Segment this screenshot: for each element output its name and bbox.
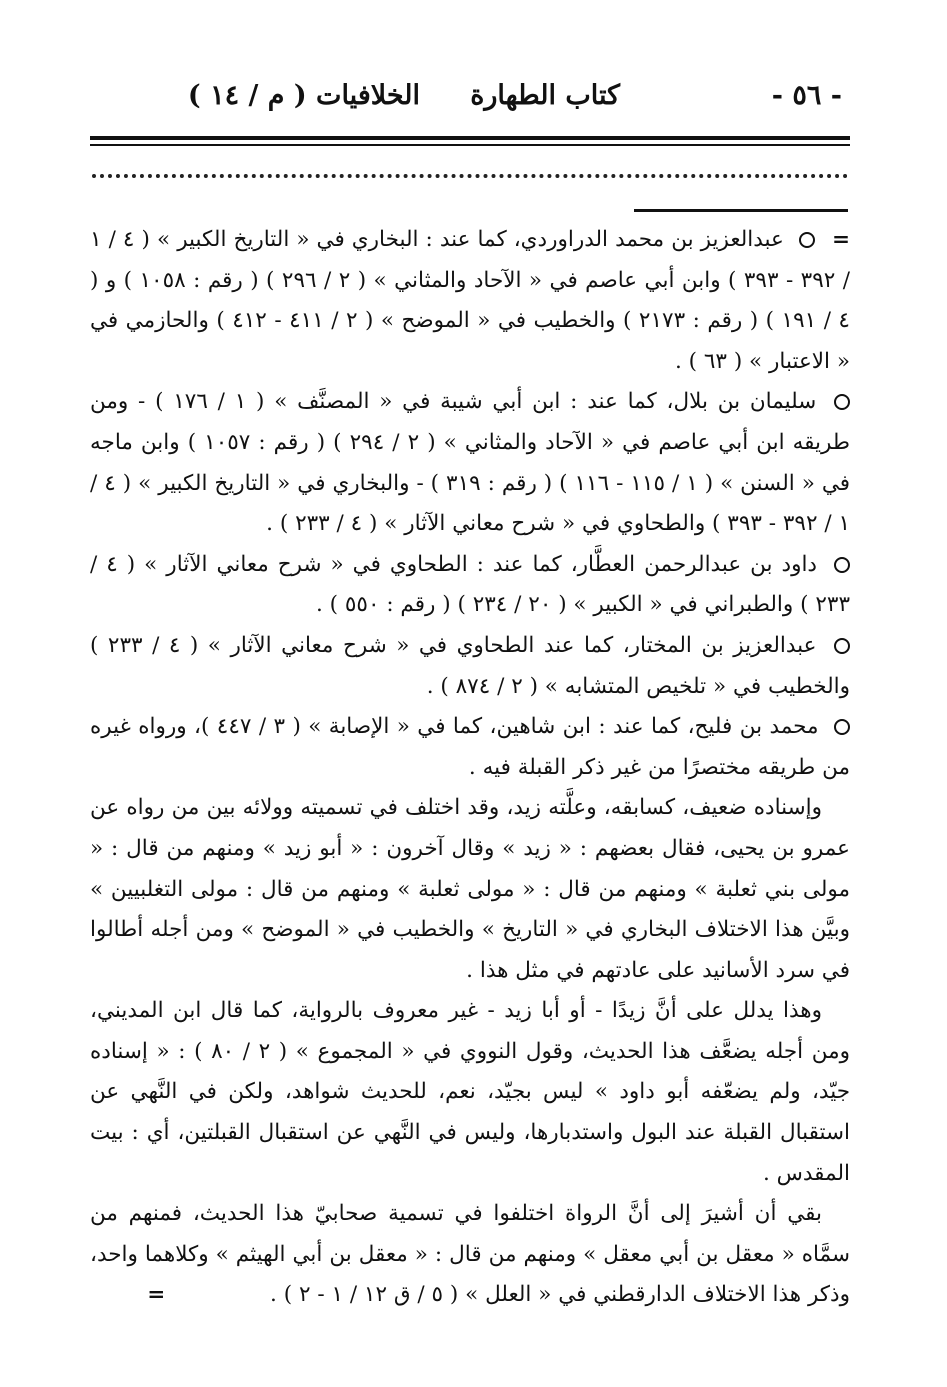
bullet-circle-icon	[799, 232, 815, 248]
footnote-item-text: محمد بن فليح، كما عند : ابن شاهين، كما في « الإصابة » ( ٣ / ٤٤٧ )، ورواه غيره من طريقه مختصرًا من غير ذكر القبلة فيه .	[90, 714, 850, 780]
footnote-paragraph: وهذا يدلل على أنَّ زيدًا - أو أبا زيد - غير معروف بالرواية، كما قال ابن المديني، ومن أجله يضعَّف هذا الحديث، وقول النووي في « المجموع » ( ٢ / ٨٠ ) : « إسناده جيّد، ولم يضعّفه أبو داود » ليس بجيّد، نعم، للحديث شواهد، ولكن في النَّهي عن استقبال القبلة عند البول واستدبارها، وليس في النَّهي عن استقبال القبلتين، أي : بيت المقدس .	[90, 998, 850, 1186]
footnote-body	[90, 220, 850, 1316]
footnote-paragraph-text: بقي أن أشيرَ إلى أنَّ الرواة اختلفوا في تسمية صحابيّ هذا الحديث، فمنهم من سمَّاه « معقل بن أبي معقل » ومنهم من قال : « معقل بن أبي الهيثم » وكلاهما واحد، وذكر هذا الاختلاف الدارقطني في « العلل » ( ٥ / ق ١٢ / ١ - ٢ ) .	[90, 1201, 850, 1308]
dotted-separator	[92, 174, 848, 178]
document-page	[90, 70, 850, 1330]
bullet-circle-icon	[834, 638, 850, 654]
bullet-circle-icon	[834, 557, 850, 573]
book-title: كتاب الطهارة	[470, 80, 620, 111]
footnote-item-text: عبدالعزيز بن المختار، كما عند الطحاوي في « شرح معاني الآثار » ( ٤ / ٢٣٣ ) والخطيب في « تلخيص المتشابه » ( ٢ / ٨٧٤ ) .	[90, 632, 850, 699]
end-continuation-mark: =	[147, 1282, 166, 1308]
page-header	[90, 70, 850, 130]
footnote-rule	[634, 209, 848, 212]
footnote-item	[90, 382, 850, 544]
footnote-item-text: سليمان بن بلال، كما عند : ابن أبي شيبة في « المصنَّف » ( ١ / ١٧٦ ) - ومن طريقه ابن أبي عاصم في « الآحاد والمثاني » ( ٢ / ٢٩٤ ) ( رقم : ١٠٥٧ ) وابن ماجه في « السنن » ( ١ / ١١٥ - ١١٦ ) ( رقم : ٣١٩ ) - والبخاري في « التاريخ الكبير » ( ٤ / ١ / ٣٩٢ - ٣٩٣ ) والطحاوي في « شرح معاني الآثار » ( ٤ / ٢٣٣ ) .	[90, 389, 851, 537]
section-title: الخلافيات ( م / ١٤ )	[187, 80, 420, 111]
continuation-mark: =	[831, 227, 850, 252]
bullet-circle-icon	[834, 719, 850, 735]
footnote-item	[90, 220, 850, 382]
footnote-paragraph: وإسناده ضعيف، كسابقه، وعلَّته زيد، وقد اختلف في تسميته وولائه بين من رواه عن عمرو بن يحيى، فقال بعضهم : « زيد » وقال آخرون : « أبو زيد » ومنهم من قال : « مولى بني ثعلبة » ومنهم من قال : « مولى ثعلبة » ومنهم من قال : مولى التغلبيين » وبيَّن هذا الاختلاف البخاري في « التاريخ » والخطيب في « الموضح » ومن أجله أطالوا في سرد الأسانيد على عادتهم في مثل هذا .	[90, 795, 850, 983]
footnote-item	[90, 707, 850, 788]
footnote-item	[90, 545, 850, 626]
footnote-item-text: داود بن عبدالرحمن العطَّار، كما عند : الطحاوي في « شرح معاني الآثار » ( ٤ / ٢٣٣ ) والطبراني في « الكبير » ( ٢٠ / ٢٣٤ ) ( رقم : ٥٥٠ ) .	[90, 551, 850, 618]
header-rule-thick	[90, 136, 850, 140]
page-number: - ٥٦ -	[771, 80, 842, 111]
footnote-item-text: عبدالعزيز بن محمد الدراوردي، كما عند : البخاري في « التاريخ الكبير » ( ٤ / ١ / ٣٩٢ - ٣٩٣ ) وابن أبي عاصم في « الآحاد والمثاني » ( ٢ / ٢٩٦ ) ( رقم : ١٠٥٨ ) و ( ٤ / ١٩١ ) ( رقم : ٢١٧٣ ) والخطيب في « الموضح » ( ٢ / ٤١١ - ٤١٢ ) والحازمي في « الاعتبار » ( ٦٣ ) .	[90, 227, 850, 374]
footnote-item	[90, 626, 850, 707]
bullet-circle-icon	[834, 394, 850, 410]
footnote-paragraph	[90, 1194, 850, 1316]
header-rule-thin	[90, 144, 850, 146]
